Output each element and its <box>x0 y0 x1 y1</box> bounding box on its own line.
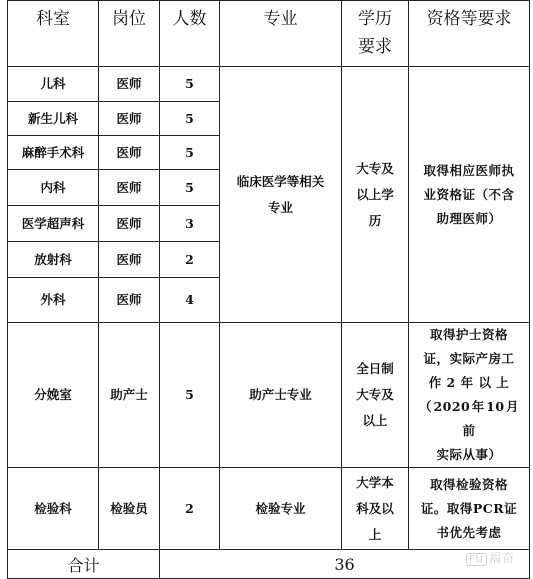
post-cell: 医师 <box>99 102 160 136</box>
dept-cell: 放射科 <box>8 242 99 278</box>
qualification-line: 取得相应医师执 <box>423 162 515 178</box>
qualification-line: 实际从事） <box>436 447 502 462</box>
post-cell: 检验员 <box>99 468 160 550</box>
edu-line: 以上学 <box>356 186 394 202</box>
dept-cell: 检验科 <box>8 468 99 550</box>
qualification-line: 证。取得PCR证 <box>420 500 518 516</box>
post-cell: 医师 <box>99 67 160 102</box>
dept-cell: 外科 <box>8 278 99 323</box>
edu-line: 历 <box>368 212 382 228</box>
qualification-cell-midwife <box>409 323 530 468</box>
qualification-line: 助理医师） <box>436 210 502 226</box>
count-cell: 3 <box>160 206 220 242</box>
edu-line: 科及以 <box>356 500 394 516</box>
header-post: 岗位 <box>99 1 160 67</box>
total-label: 合计 <box>8 550 160 579</box>
count-cell: 4 <box>160 278 220 323</box>
header-count: 人数 <box>160 1 220 67</box>
edu-line: 大专及 <box>356 160 394 176</box>
edu-cell-lab <box>342 468 409 550</box>
count-cell: 5 <box>160 170 220 206</box>
count-cell: 5 <box>160 323 220 468</box>
total-row <box>8 550 530 579</box>
count-cell: 2 <box>160 468 220 550</box>
dept-cell: 儿科 <box>8 67 99 102</box>
post-cell: 医师 <box>99 278 160 323</box>
watermark-text: 福奋 <box>488 551 515 565</box>
qualification-line: 取得检验资格 <box>429 476 508 492</box>
post-cell: 医师 <box>99 206 160 242</box>
count-cell: 5 <box>160 136 220 170</box>
count-cell: 2 <box>160 242 220 278</box>
header-edu-line: 要求 <box>358 37 392 57</box>
table-row <box>8 323 530 468</box>
count-cell: 5 <box>160 67 220 102</box>
qualification-line: 业资格证（不含 <box>423 186 515 202</box>
dept-cell: 医学超声科 <box>8 206 99 242</box>
edu-cell-doctor <box>342 67 409 323</box>
post-cell: 医师 <box>99 170 160 206</box>
qualification-line: 证，实际产房工 <box>423 351 515 366</box>
dept-cell: 分娩室 <box>8 323 99 468</box>
recruitment-table <box>7 0 530 579</box>
qualification-line: 取得护士资格 <box>429 327 508 342</box>
dept-cell: 新生儿科 <box>8 102 99 136</box>
post-cell: 医师 <box>99 136 160 170</box>
table-row <box>8 67 530 102</box>
major-line: 专业 <box>267 199 293 215</box>
qualification-line: 书优先考虑 <box>436 524 502 540</box>
edu-line: 全日制 <box>356 361 394 376</box>
total-value: 36 <box>160 550 530 579</box>
edu-line: 大学本 <box>356 474 394 490</box>
header-dept: 科室 <box>8 1 99 67</box>
header-major: 专业 <box>220 1 342 67</box>
header-qualification: 资格等要求 <box>409 1 530 67</box>
edu-line: 上 <box>368 526 382 542</box>
major-cell-doctor <box>220 67 342 323</box>
edu-line: 大专及 <box>356 387 394 402</box>
qualification-line: 作 2 年 以 上 <box>428 375 510 390</box>
count-cell: 5 <box>160 102 220 136</box>
post-cell: 医师 <box>99 242 160 278</box>
dept-cell: 内科 <box>8 170 99 206</box>
qualification-cell-lab <box>409 468 530 550</box>
qualification-cell-doctor <box>409 67 530 323</box>
header-row <box>8 1 530 67</box>
recruitment-table-container <box>7 0 529 575</box>
header-edu <box>342 1 409 67</box>
dept-cell: 麻醉手术科 <box>8 136 99 170</box>
watermark-badge: FU <box>466 553 487 566</box>
edu-line: 以上 <box>362 413 388 428</box>
post-cell: 助产士 <box>99 323 160 468</box>
major-cell-midwife: 助产士专业 <box>220 323 342 468</box>
major-cell-lab: 检验专业 <box>220 468 342 550</box>
qualification-line: （2020年10月前 <box>419 399 519 438</box>
header-edu-line: 学历 <box>358 9 392 29</box>
major-line: 临床医学等相关 <box>236 173 325 189</box>
table-row <box>8 468 530 550</box>
edu-cell-midwife <box>342 323 409 468</box>
